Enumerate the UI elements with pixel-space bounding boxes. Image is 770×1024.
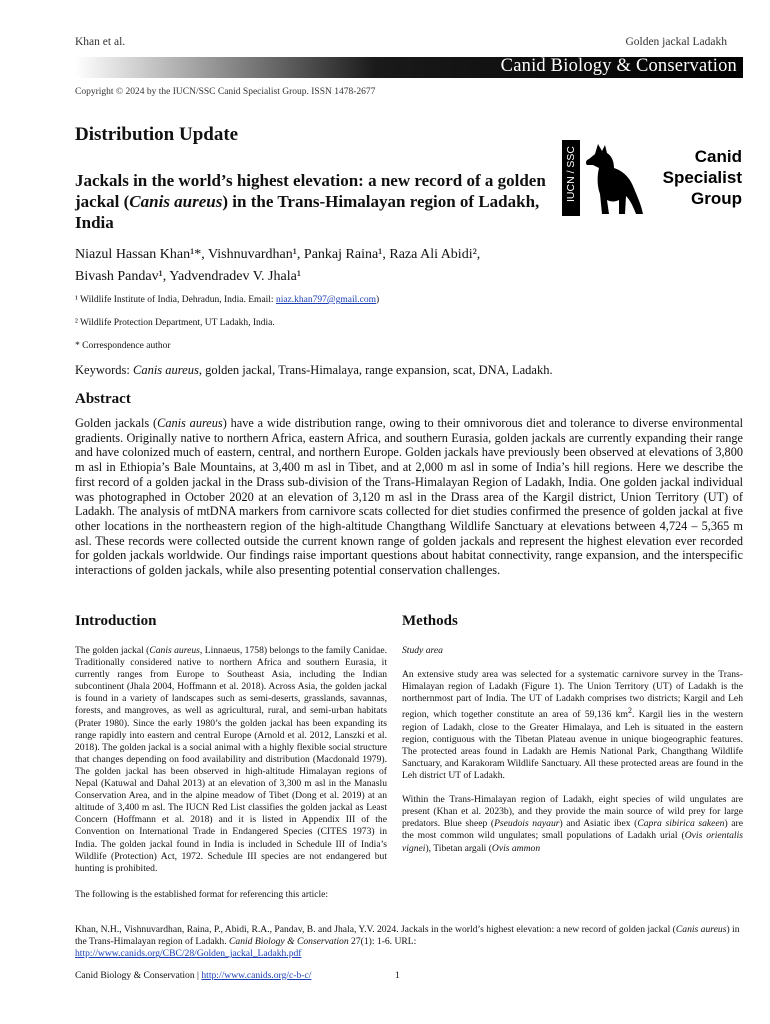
reference-text-b: ) in the Trans-Himalayan region of Ladakh. bbox=[75, 924, 740, 948]
keywords-list: , golden jackal, Trans-Himalaya, range expansion, scat, DNA, Ladakh. bbox=[198, 363, 553, 377]
introduction-body bbox=[75, 645, 387, 875]
keywords bbox=[75, 363, 553, 378]
reference-species-italic: Canis aureus bbox=[675, 924, 727, 935]
reference-journal-italic: Canid Biology & Conservation bbox=[229, 936, 349, 948]
journal-banner-title: Canid Biology & Conservation bbox=[500, 56, 737, 76]
abstract-species-italic: Canis aureus bbox=[157, 416, 223, 430]
page-number: 1 bbox=[395, 970, 400, 981]
abstract-pre: Golden jackals ( bbox=[75, 416, 158, 430]
methods-p2-d: ), Tibetan argali ( bbox=[425, 842, 492, 854]
methods-paragraph-1 bbox=[402, 669, 743, 782]
title-part-2: ) in the Trans-Himalayan region of Ladakh, India bbox=[75, 192, 540, 232]
footer-url-link[interactable]: http://www.canids.org/c-b-c/ bbox=[201, 970, 312, 981]
reference-text-a: Khan, N.H., Vishnuvardhan, Raina, P., Abidi, R.A., Pandav, B. and Jhala, Y.V. 2024. Jackals in the world’s highest elevation: a new record of golden jackal ( bbox=[75, 924, 676, 935]
keywords-label: Keywords: bbox=[75, 363, 133, 377]
footer-journal: Canid Biology & Conservation | bbox=[75, 970, 202, 981]
running-head-authors: Khan et al. bbox=[75, 36, 126, 48]
affiliation-1-text: ¹ Wildlife Institute of India, Dehradun, India. Email: bbox=[75, 295, 276, 305]
author-email-link[interactable]: niaz.khan797@gmail.com bbox=[275, 295, 376, 305]
reference-intro: The following is the established format for referencing this article: bbox=[75, 890, 328, 900]
methods-p1-b: . Kargil lies in the western region of Ladakh, close to the Greater Himalaya, and Leh is situated in the eastern region, contiguous with the Tibetan Plateau avenue in unique biogeographic features. The protected areas found in Ladakh are Hemis National Park, Changthang Wildlife Sanctuary, and Karakoram Wildlife Sanctuary. All these protected areas are found in the Leh district UT of Ladakh. bbox=[402, 709, 743, 782]
canid-specialist-group-logo bbox=[562, 140, 747, 216]
methods-p2-a: Within the Trans-Himalayan region of Ladakh, eight species of wild ungulates are present (Khan et al. 2023b), and they provide the main source of wild prey for large predators. Blue sheep ( bbox=[402, 794, 743, 830]
study-area-subheading-text: Study area bbox=[402, 645, 443, 656]
methods-heading: Methods bbox=[402, 613, 458, 629]
copyright-line: Copyright © 2024 by the IUCN/SSC Canid Specialist Group. ISSN 1478-2677 bbox=[75, 87, 376, 97]
methods-p2-species-4: Ovis ammon bbox=[491, 842, 541, 854]
reference-text-c: 27(1): 1-6. URL: bbox=[348, 936, 417, 948]
affiliation-2: ² Wildlife Protection Department, UT Ladakh, India. bbox=[75, 318, 275, 328]
jackal-silhouette-icon bbox=[581, 140, 645, 216]
methods-p2-species-1: Pseudois nayaur bbox=[494, 818, 560, 830]
article-type-heading: Distribution Update bbox=[75, 124, 239, 145]
methods-p2-b: ) and Asiatic ibex ( bbox=[559, 818, 638, 830]
running-head-short-title: Golden jackal Ladakh bbox=[625, 36, 727, 48]
methods-p2-c: ) are the most common wild ungulates; small populations of Ladakh urial ( bbox=[402, 818, 743, 842]
journal-banner bbox=[75, 57, 743, 78]
abstract-body bbox=[75, 416, 743, 578]
logo-word-specialist: Specialist bbox=[662, 168, 742, 187]
methods-paragraph-2 bbox=[402, 794, 743, 854]
iucn-ssc-label: IUCN / SSC bbox=[565, 146, 577, 203]
introduction-species-italic: Canis aureus bbox=[149, 645, 200, 656]
reference-citation bbox=[75, 924, 743, 961]
author-list bbox=[75, 244, 595, 288]
introduction-text: , Linnaeus, 1758) belongs to the family Canidae. Traditionally considered native to northern Africa and southern Eurasia, it currently ranges from Europe to Southeast Asia, including the Indian subcontinent (Jhala 2004, Hoffmann et al. 2018). Across Asia, the golden jackal is found in a variety of landscapes such as semi-deserts, grasslands, savannas, forests, and mangroves, as well as agricultural, rural, and semi-urban habitats (Prater 1980). Since the early 1980’s the golden jackal has been expanding its range rapidly into eastern and central Europe (Arnold et al. 2012, Lanszki et al. 2018). The golden jackal is a social animal with a highly flexible social structure that changes depending on food availability and distribution (Macdonald 1979). The golden jackal has been observed in high-altitude Himalayan regions of Nepal (Katuwal and Dahal 2013) at an elevation of 3,300 m asl in the Manaslu Conservation Area, and in the alpine meadow of Tibet (Dong et al. 2019) at an altitude of 3,400 m asl. The IUCN Red List classifies the golden jackal as Least Concern (Hoffmann et al. 2018) and it is listed in Appendix III of the Convention on International Trade in Endangered Species (CITES 1973) in India. The golden jackal found in India is included in Schedule III of India’s Wildlife (Protection) Act, 1972. Schedule III species are not endangered but hunting is prohibited. bbox=[75, 645, 387, 874]
keywords-species-italic: Canis aureus bbox=[132, 363, 199, 377]
logo-word-group: Group bbox=[691, 189, 742, 208]
introduction-pre: The golden jackal ( bbox=[75, 645, 150, 656]
article-title bbox=[75, 170, 555, 233]
methods-p1-a: An extensive study area was selected for a systematic carnivore survey in the Trans-Himalayan region of Ladakh (Figure 1). The Union Territory (UT) of Ladakh is the northernmost part of India. The UT of Ladakh comprises two districts; Kargil and Leh region, which together constitute an area of 59,136 km bbox=[402, 669, 743, 721]
methods-p2-species-2: Capra sibirica sakeen bbox=[637, 818, 725, 830]
title-part-1: Jackals in the world’s highest elevation: a new record of a golden jackal ( bbox=[75, 171, 546, 211]
methods-p1-sup: 2 bbox=[627, 706, 632, 716]
logo-word-canid: Canid bbox=[694, 147, 742, 166]
logo-wordmark bbox=[646, 146, 742, 209]
reference-url-link[interactable]: http://www.canids.org/CBC/28/Golden_jackal_Ladakh.pdf bbox=[75, 948, 302, 960]
author-line-1: Niazul Hassan Khan¹*, Vishnuvardhan¹, Pankaj Raina¹, Raza Ali Abidi², bbox=[75, 247, 481, 262]
abstract-heading: Abstract bbox=[75, 391, 131, 407]
correspondence-note: * Correspondence author bbox=[75, 341, 171, 351]
study-area-subheading bbox=[402, 645, 743, 657]
affiliation-1 bbox=[75, 295, 379, 305]
page-footer bbox=[75, 970, 311, 981]
author-line-2: Bivash Pandav¹, Yadvendradev V. Jhala¹ bbox=[75, 269, 302, 284]
methods-p2-species-3: Ovis orientalis vignei bbox=[402, 830, 744, 854]
introduction-heading: Introduction bbox=[75, 613, 157, 629]
iucn-ssc-strip bbox=[562, 140, 580, 216]
affiliation-1-close: ) bbox=[375, 295, 380, 305]
abstract-text: ) have a wide distribution range, owing to their omnivorous diet and tolerance to diverse environmental gradients. Originally native to northern Africa, eastern Africa, and southern Eurasia, golden jackals are currently expanding their range and have colonized much of eastern, central, and northern Europe. Golden jackals have previously been observed at elevations of 3,800 m asl in Ethiopia’s Bale Mountains, at 3,400 m asl in Tibet, and at 2,000 m asl in some of India’s hill regions. Here we describe the first record of a golden jackal in the Drass sub-division of the Trans-Himalayan Region of Ladakh, India. One golden jackal individual was photographed in October 2020 at an elevation of 3,120 m asl in the Drass area of the Kargil district, Union Territory (UT) of Ladakh. The analysis of mtDNA markers from carnivore scats collected for diet studies confirmed the presence of golden jackal at five other locations in the northeastern region of the high-altitude Changthang Wildlife Sanctuary at elevations between 4,724 – 5,365 m asl. These records were collected outside the current known range of golden jackals and represent the highest elevation ever recorded for golden jackals worldwide. Our findings raise important questions about habitat connectivity, range expansion, and the interspecific interactions of golden jackals, while also presenting potential conservation challenges. bbox=[75, 416, 743, 578]
title-species-italic: Canis aureus bbox=[129, 192, 223, 211]
methods-body bbox=[402, 645, 743, 867]
